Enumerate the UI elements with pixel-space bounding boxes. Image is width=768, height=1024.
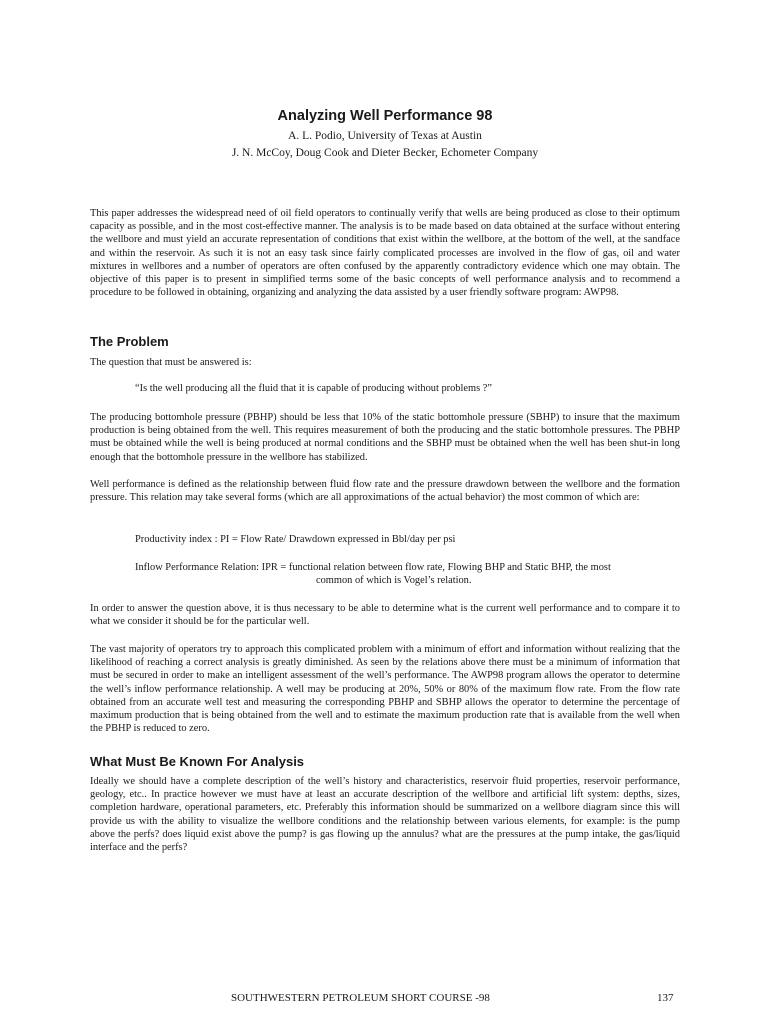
section-heading-problem: The Problem <box>90 334 169 349</box>
problem-lead: The question that must be answered is: <box>90 357 252 368</box>
problem-paragraph-4: The vast majority of operators try to approach this complicated problem with a minimum of effort and information without realizing that the likelihood of reaching a correct analysis is greatly diminished. As seen by the relations above there must be a minimum of information that must be secured in order to make an intelligent assessment of the well’s performance. The AWP98 program allows the operator to determine the well’s inflow performance relationship. A well may be producing at 20%, 50% or 80% of the maximum flow rate. From the flow rate obtained from an accurate well test and measuring the corresponding PBHP and SBHP allows the operator to determine the percentage of maximum production that is being obtained from the well and to estimate the maximum production rate that is available from the well when the PBHP is reduced to zero. <box>90 644 680 735</box>
intro-paragraph: This paper addresses the widespread need of oil field operators to continually verify that wells are being produced as close to their optimum capacity as possible, and in the most cost-effective manner. The analysis is to be made based on data obtained at the surface without entering the wellbore and must yield an accurate representation of conditions that exist within the wellbore, at the bottom of the well, at the sandface and within the reservoir. As such it is not an easy task since fairly complicated processes are involved in the flow of gas, oil and water mixtures in wellbores and a number of operators are often confused by the apparently contradictory evidence which one may obtain. The objective of this paper is to present in simplified terms some of the basic concepts of well performance analysis and to recommend a procedure to be followed in obtaining, organizing and analyzing the data assisted by a user friendly software program: AWP98. <box>90 208 680 299</box>
author-line-1: A. L. Podio, University of Texas at Austin <box>288 130 482 142</box>
problem-paragraph-3: In order to answer the question above, it is thus necessary to be able to determine what is the current well performance and to compare it to what we consider it should be for the particular well. <box>90 603 680 628</box>
ipr-definition-line-2: common of which is Vogel’s relation. <box>316 575 472 586</box>
paper-title: Analyzing Well Performance 98 <box>277 108 493 124</box>
author-line-2: J. N. McCoy, Doug Cook and Dieter Becker, Echometer Company <box>231 147 539 159</box>
productivity-index-definition: Productivity index : PI = Flow Rate/ Drawdown expressed in Bbl/day per psi <box>135 534 456 545</box>
known-paragraph-1: Ideally we should have a complete description of the well’s history and characteristics, reservoir fluid properties, reservoir performance, geology, etc.. In practice however we must have at least an accurate description of the wellbore and artificial lift system: depths, sizes, completion hardware, operational parameters, etc. Preferably this information should be summarized on a wellbore diagram since this will provide us with the ability to visualize the wellbore conditions and the relationship between various elements, for example: is the pump above the perfs? does liquid exist above the pump? is gas flowing up the annulus? what are the pressures at the pump intake, the gas/liquid interface and the perfs? <box>90 776 680 854</box>
footer-course-title: SOUTHWESTERN PETROLEUM SHORT COURSE -98 <box>231 992 490 1004</box>
section-heading-known: What Must Be Known For Analysis <box>90 754 305 769</box>
page-number: 137 <box>657 992 674 1004</box>
problem-paragraph-2: Well performance is defined as the relationship between fluid flow rate and the pressure drawdown between the wellbore and the formation pressure. This relation may take several forms (which are all approximations of the actual behavior) the most common of which are: <box>90 479 680 504</box>
ipr-definition-line-1: Inflow Performance Relation: IPR = functional relation between flow rate, Flowing BHP and Static BHP, the most <box>135 562 611 573</box>
problem-question: “Is the well producing all the fluid that it is capable of producing without problems ?” <box>135 383 492 394</box>
problem-paragraph-1: The producing bottomhole pressure (PBHP) should be less that 10% of the static bottomhole pressure (SBHP) to insure that the maximum production is being obtained from the well. This requires measurement of both the producing and the static bottomhole pressures. The PBHP must be obtained while the well is being produced at normal conditions and the SBHP must be obtained when the well has been shut-in long enough that the bottomhole pressure in the wellbore has stabilized. <box>90 412 680 463</box>
